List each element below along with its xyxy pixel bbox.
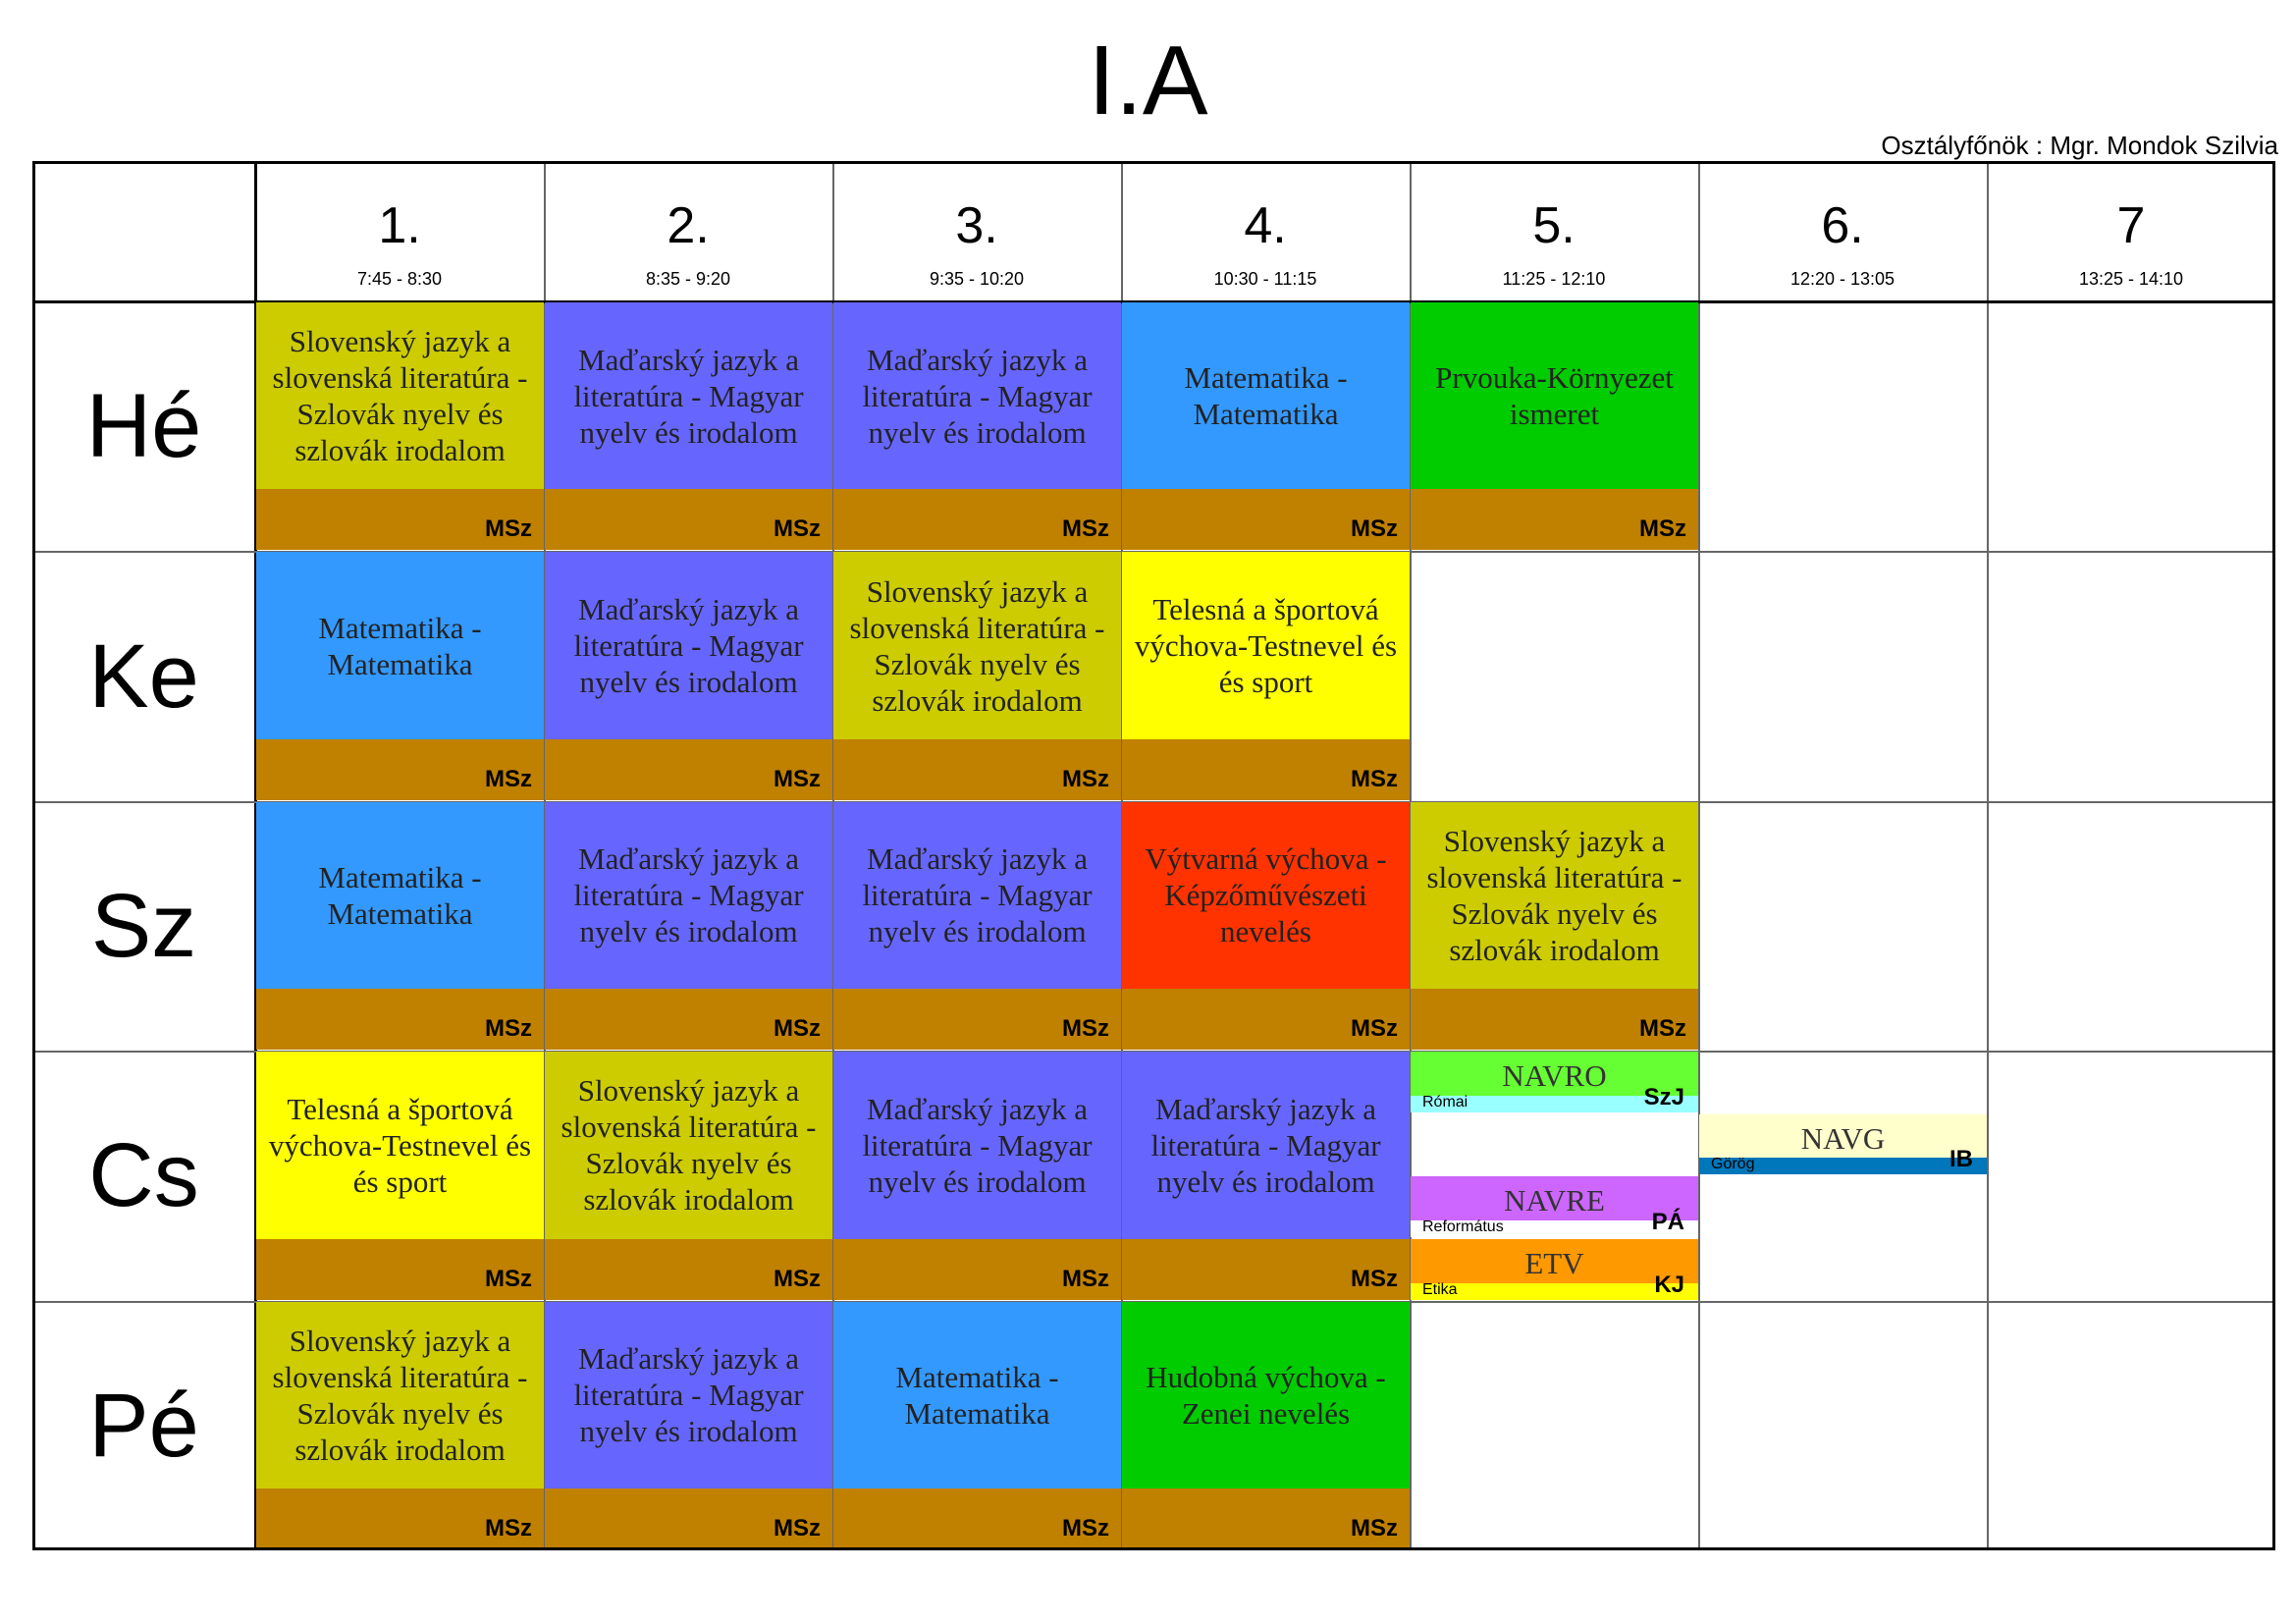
lesson-cell[interactable]	[1122, 552, 1410, 799]
lesson-subject: Maďarský jazyk a literatúra - Magyar nyelv és irodalom	[862, 342, 1093, 450]
lesson-cell[interactable]	[545, 302, 832, 550]
lesson-cell[interactable]	[256, 1052, 544, 1299]
group-name: Görög	[1711, 1156, 1755, 1173]
lesson-cell[interactable]	[1122, 802, 1410, 1050]
lesson-cell[interactable]	[833, 302, 1121, 550]
group-lesson-cell[interactable]	[1411, 1052, 1698, 1112]
lesson-subject: Telesná a športová výchova-Testnevel és és sport	[1134, 592, 1398, 700]
lesson-cell[interactable]	[1122, 1052, 1410, 1299]
lesson-cell[interactable]	[833, 802, 1121, 1050]
period-number: 7	[2116, 197, 2146, 254]
lesson-subject: Maďarský jazyk a literatúra - Magyar nyelv és irodalom	[1150, 1091, 1381, 1199]
lesson-cell[interactable]	[256, 552, 544, 799]
lesson-teacher: MSz	[1639, 1015, 1686, 1043]
day-label: Sz	[90, 876, 197, 976]
lesson-cell[interactable]	[1411, 802, 1698, 1050]
period-header	[1410, 161, 1698, 301]
lesson-subject: Slovenský jazyk a slovenská literatúra - Szlovák nyelv és szlovák irodalom	[849, 573, 1105, 718]
group-subject: NAVRO	[1502, 1058, 1607, 1094]
lesson-teacher: MSz	[485, 1265, 532, 1292]
lesson-subject: Slovenský jazyk a slovenská literatúra - Szlovák nyelv és szlovák irodalom	[272, 324, 528, 468]
group-lesson-cell[interactable]	[1699, 1114, 1987, 1175]
lesson-subject: Maďarský jazyk a literatúra - Magyar nyelv és irodalom	[862, 1091, 1093, 1199]
period-header	[1698, 161, 1987, 301]
period-number: 4.	[1244, 197, 1287, 254]
lesson-cell[interactable]	[545, 1052, 832, 1299]
day-label: Ke	[88, 625, 199, 727]
group-subject: ETV	[1524, 1246, 1584, 1280]
grid-column-line	[1987, 161, 1989, 1550]
lesson-cell[interactable]	[256, 1302, 544, 1549]
period-header	[1121, 161, 1410, 301]
lesson-subject: Matematika - Matematika	[895, 1359, 1059, 1431]
lesson-teacher: MSz	[774, 515, 821, 543]
lesson-subject: Matematika - Matematika	[318, 610, 482, 681]
lesson-cell[interactable]	[256, 302, 544, 550]
group-subject: NAVG	[1800, 1120, 1886, 1156]
lesson-subject: Slovenský jazyk a slovenská literatúra - Szlovák nyelv és szlovák irodalom	[272, 1323, 528, 1467]
group-name: Etika	[1422, 1280, 1458, 1298]
group-teacher: SzJ	[1643, 1083, 1684, 1110]
lesson-teacher: MSz	[485, 765, 532, 792]
period-number: 5.	[1532, 197, 1575, 254]
lesson-teacher: MSz	[1062, 515, 1109, 543]
period-header	[832, 161, 1121, 301]
lesson-subject: Slovenský jazyk a slovenská literatúra - Szlovák nyelv és szlovák irodalom	[561, 1073, 817, 1218]
lesson-teacher: MSz	[1351, 1514, 1398, 1542]
lesson-teacher: MSz	[774, 765, 821, 792]
lesson-subject: Maďarský jazyk a literatúra - Magyar nyelv és irodalom	[573, 342, 804, 450]
group-lesson-cell[interactable]	[1411, 1239, 1698, 1300]
period-number: 6.	[1821, 197, 1864, 254]
lesson-teacher: MSz	[774, 1514, 821, 1542]
lesson-subject: Matematika - Matematika	[1184, 360, 1348, 432]
lesson-teacher: MSz	[1351, 1015, 1398, 1043]
page-title: I.A	[1088, 26, 1208, 135]
lesson-teacher: MSz	[485, 1015, 532, 1043]
period-time: 13:25 - 14:10	[2078, 269, 2184, 289]
lesson-cell[interactable]	[1411, 302, 1698, 550]
group-teacher: KJ	[1654, 1271, 1684, 1298]
lesson-cell[interactable]	[833, 1052, 1121, 1299]
lesson-subject: Maďarský jazyk a literatúra - Magyar nyelv és irodalom	[573, 841, 804, 949]
period-header	[1987, 161, 2275, 301]
period-number: 1.	[378, 197, 421, 254]
lesson-teacher: MSz	[1062, 1514, 1109, 1542]
period-time: 10:30 - 11:15	[1213, 269, 1317, 289]
lesson-teacher: MSz	[485, 515, 532, 543]
period-number: 3.	[955, 197, 998, 254]
group-lesson-cell[interactable]	[1411, 1176, 1698, 1237]
lesson-teacher: MSz	[1062, 1265, 1109, 1292]
lesson-teacher: MSz	[1639, 515, 1686, 543]
lesson-teacher: MSz	[1062, 765, 1109, 792]
lesson-teacher: MSz	[1062, 1015, 1109, 1043]
lesson-cell[interactable]	[256, 802, 544, 1050]
lesson-cell[interactable]	[833, 552, 1121, 799]
day-label: Hé	[85, 376, 202, 477]
period-header	[255, 161, 544, 301]
lesson-subject: Maďarský jazyk a literatúra - Magyar nyelv és irodalom	[573, 1341, 804, 1449]
lesson-subject: Telesná a športová výchova-Testnevel és és sport	[268, 1091, 532, 1199]
lesson-subject: Matematika - Matematika	[318, 859, 482, 931]
lesson-subject: Maďarský jazyk a literatúra - Magyar nyelv és irodalom	[573, 592, 804, 700]
lesson-cell[interactable]	[545, 552, 832, 799]
lesson-cell[interactable]	[1122, 1302, 1410, 1549]
period-time: 12:20 - 13:05	[1789, 269, 1896, 289]
group-teacher: PÁ	[1651, 1208, 1684, 1235]
group-subject: NAVRE	[1504, 1183, 1605, 1218]
period-time: 8:35 - 9:20	[645, 269, 731, 289]
period-header	[544, 161, 832, 301]
lesson-subject: Prvouka-Környezet ismeret	[1435, 360, 1674, 432]
lesson-teacher: MSz	[485, 1514, 532, 1542]
lesson-subject: Maďarský jazyk a literatúra - Magyar nyelv és irodalom	[862, 841, 1093, 949]
lesson-subject: Slovenský jazyk a slovenská literatúra - Szlovák nyelv és szlovák irodalom	[1426, 823, 1682, 967]
lesson-teacher: MSz	[1351, 765, 1398, 792]
lesson-teacher: MSz	[1351, 515, 1398, 543]
day-label: Cs	[88, 1125, 199, 1226]
lesson-cell[interactable]	[545, 802, 832, 1050]
class-teacher-label: Osztályfőnök : Mgr. Mondok Szilvia	[1881, 131, 2278, 160]
lesson-subject: Hudobná výchova - Zenei nevelés	[1146, 1359, 1386, 1431]
lesson-teacher: MSz	[774, 1015, 821, 1043]
lesson-teacher: MSz	[774, 1265, 821, 1292]
lesson-cell[interactable]	[1122, 302, 1410, 550]
period-number: 2.	[667, 197, 710, 254]
lesson-cell[interactable]	[833, 1302, 1121, 1549]
timetable-grid	[32, 161, 2275, 1550]
period-time: 9:35 - 10:20	[929, 269, 1025, 289]
day-label: Pé	[88, 1375, 199, 1476]
group-name: Római	[1422, 1093, 1468, 1110]
period-time: 7:45 - 8:30	[356, 269, 443, 289]
lesson-teacher: MSz	[1351, 1265, 1398, 1292]
lesson-cell[interactable]	[545, 1302, 832, 1549]
group-teacher: IB	[1949, 1146, 1973, 1173]
group-name: Református	[1422, 1218, 1504, 1235]
lesson-subject: Výtvarná výchova - Képzőművészeti nevelés	[1145, 841, 1387, 949]
period-time: 11:25 - 12:10	[1502, 269, 1606, 289]
grid-column-line	[1698, 161, 1700, 1550]
